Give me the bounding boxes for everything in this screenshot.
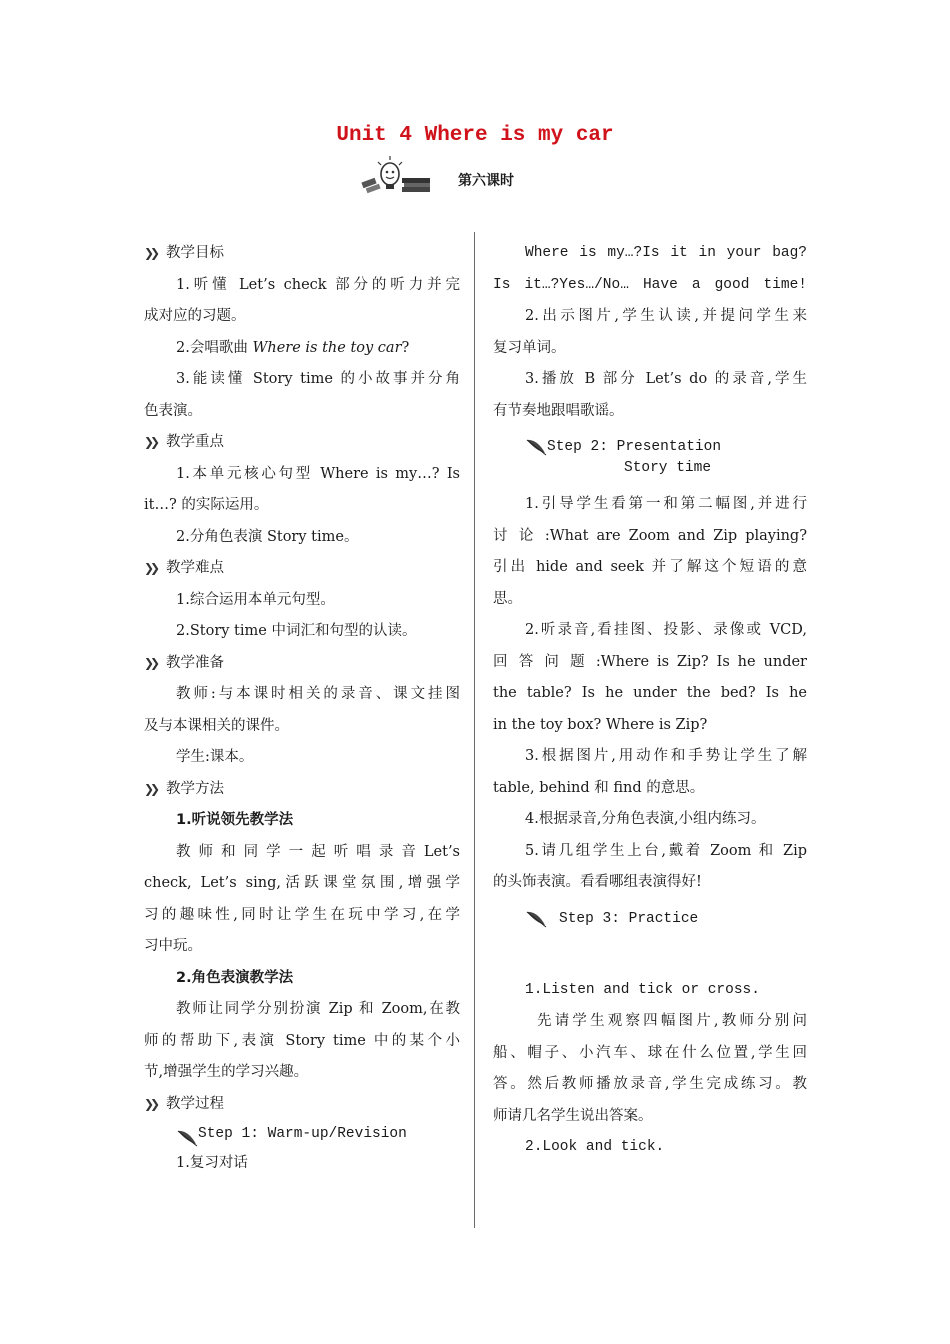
paragraph-line: 习的趣味性,同时让学生在玩中学习,在学: [144, 906, 460, 923]
step-subheading: Story time: [624, 460, 712, 476]
feather-quill-icon: [176, 1128, 198, 1148]
double-chevron-icon: ❯❯: [144, 655, 157, 670]
paragraph-line: table, behind 和 find 的意思。: [493, 779, 705, 796]
section-heading: ❯❯ 教学重点: [144, 427, 460, 459]
column-divider: [474, 232, 475, 1228]
feather-quill-icon: [525, 909, 547, 929]
left-column: [144, 238, 460, 1180]
paragraph-line: 2.分角色表演 Story time。: [176, 528, 359, 545]
paragraph-line: 有节奏地跟唱歌谣。: [493, 402, 624, 419]
section-heading: ❯❯ 教学方法: [144, 774, 460, 806]
paragraph-line: 4.根据录音,分角色表演,小组内练习。: [525, 811, 766, 827]
section-heading: ❯❯ 教学目标: [144, 238, 460, 270]
paragraph-line: the table? Is he under the bed? Is he: [493, 685, 807, 701]
double-chevron-icon: ❯❯: [144, 1096, 157, 1111]
paragraph-line: 1.综合运用本单元句型。: [176, 591, 335, 608]
paragraph-line: 师请几名学生说出答案。: [493, 1107, 653, 1124]
double-chevron-icon: ❯❯: [144, 781, 157, 796]
paragraph-line: Is it…?Yes…/No… Have a good time!: [493, 276, 807, 293]
paragraph-line: 回 答 问 题 :Where is Zip? Is he under: [493, 653, 807, 670]
paragraph-line: 复习单词。: [493, 339, 566, 356]
paragraph-line: Where is my…?Is it in your bag?: [525, 245, 807, 261]
paragraph-line: 3.能读懂 Story time 的小故事并分角: [176, 371, 460, 387]
paragraph-line: 学生:课本。: [176, 749, 254, 765]
section-heading: ❯❯ 教学准备: [144, 648, 460, 680]
paragraph-line: 1.复习对话: [176, 1155, 248, 1171]
paragraph-line: 3.根据图片,用动作和手势让学生了解: [525, 748, 807, 764]
document-title: Unit 4 Where is my car: [336, 124, 614, 147]
paragraph-line: 1.Listen and tick or cross.: [525, 981, 760, 998]
paragraph-line: 3.播放 B 部分 Let’s do 的录音,学生: [525, 371, 807, 387]
double-chevron-icon: ❯❯: [144, 435, 157, 449]
paragraph-line: it…? 的实际运用。: [144, 497, 269, 513]
lightbulb-books-icon: [360, 152, 440, 196]
paragraph-line: in the toy box? Where is Zip?: [493, 716, 708, 733]
paragraph-line: 师的帮助下,表演 Story time 中的某个小: [144, 1032, 460, 1049]
lesson-number: 第六课时: [458, 173, 514, 189]
paragraph-line: 1.引导学生看第一和第二幅图,并进行: [525, 496, 807, 512]
paragraph-line: 船、帽子、小汽车、球在什么位置,学生回: [493, 1044, 807, 1061]
paragraph-line: 2.会唱歌曲 Where is the toy car?: [176, 339, 410, 356]
step-heading: Step 2: Presentation: [493, 437, 807, 457]
paragraph-line: 习中玩。: [144, 938, 202, 954]
paragraph-line: 引出 hide and seek 并了解这个短语的意: [493, 559, 807, 575]
step-heading: Step 3: Practice: [493, 909, 807, 929]
paragraph-line: 5.请几组学生上台,戴着 Zoom 和 Zip: [525, 842, 807, 859]
section-heading: ❯❯ 教学过程: [144, 1089, 460, 1121]
paragraph-line: 先请学生观察四幅图片,教师分别问: [537, 1013, 807, 1029]
paragraph-line: 讨 论 :What are Zoom and Zip playing?: [493, 527, 807, 544]
song-title: Where is the toy car: [252, 339, 402, 356]
paragraph-line: 2.Look and tick.: [525, 1139, 665, 1155]
paragraph-line: 教师:与本课时相关的录音、课文挂图: [176, 686, 460, 702]
paragraph-line: 思。: [493, 590, 522, 607]
lesson-header: [360, 152, 600, 196]
paragraph-line: 节,增强学生的学习兴趣。: [144, 1064, 309, 1080]
right-column: [493, 238, 807, 1164]
feather-quill-icon: [525, 437, 547, 457]
paragraph-line: check, Let’s sing,活跃课堂氛围,增强学: [144, 875, 460, 891]
section-heading: ❯❯ 教学难点: [144, 553, 460, 585]
paragraph-line: 1.听懂 Let’s check 部分的听力并完: [176, 276, 460, 293]
paragraph-line: 成对应的习题。: [144, 308, 246, 324]
paragraph-line: 教师让同学分别扮演 Zip 和 Zoom,在教: [176, 1001, 460, 1017]
paragraph-line: 色表演。: [144, 402, 202, 419]
paragraph-line: 1.本单元核心句型 Where is my…? Is: [176, 465, 460, 482]
method-title: 2.角色表演教学法: [176, 969, 294, 986]
step-heading: Step 1: Warm-up/Revision: [144, 1120, 460, 1148]
paragraph-line: 2.听录音,看挂图、投影、录像或 VCD,: [525, 622, 807, 638]
double-chevron-icon: ❯❯: [144, 246, 157, 260]
paragraph-line: 答。然后教师播放录音,学生完成练习。教: [493, 1076, 807, 1092]
paragraph-line: 教 师 和 同 学 一 起 听 唱 录 音 Let’s: [176, 843, 460, 860]
double-chevron-icon: ❯❯: [144, 561, 157, 575]
paragraph-line: 2.出示图片,学生认读,并提问学生来: [525, 308, 807, 324]
paragraph-line: 及与本课相关的课件。: [144, 717, 289, 734]
paragraph-line: 的头饰表演。看看哪组表演得好!: [493, 874, 702, 890]
paragraph-line: 2.Story time 中词汇和句型的认读。: [176, 623, 417, 639]
method-title: 1.听说领先教学法: [176, 812, 294, 828]
